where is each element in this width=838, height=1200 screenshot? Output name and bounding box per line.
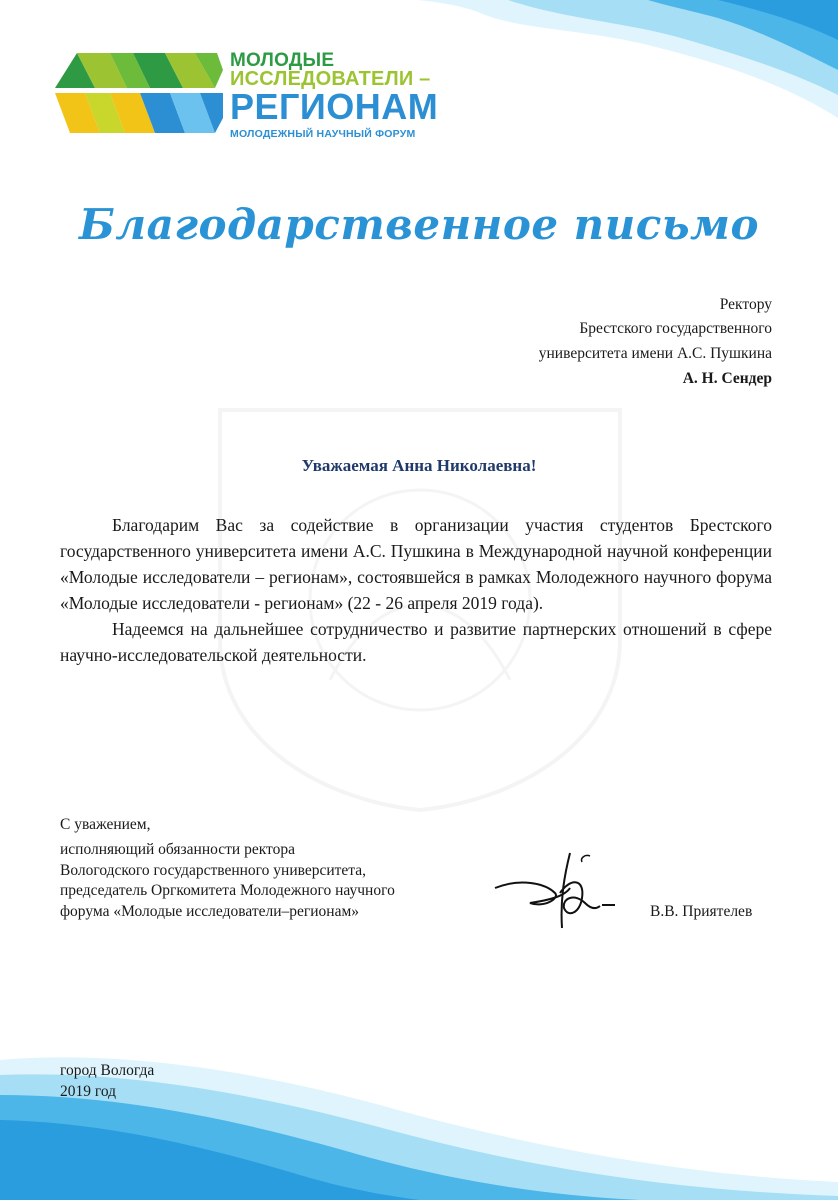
logo-text-line-1: МОЛОДЫЕ [230,50,335,71]
forum-logo [55,48,439,148]
document-title: Благодарственное письмо [79,200,759,249]
city: город Вологда [60,1062,155,1079]
signer-title-line-3: председатель Оргкомитета Молодежного научного [60,882,395,899]
body-paragraph-1: Благодарим Вас за содействие в организации участия студентов Брестского государственного университета имени А.С. Пушкина в Международной научной конференции «Молодые исследователи – регионам», состоявшейся в рамках Молодежного научного форума «Молодые исследователи - регионам» (22 - 26 апреля 2019 года). [60,515,772,613]
logo-text-line-3: РЕГИОНАМ [230,86,439,127]
signer-title-line-1: исполняющий обязанности ректора [60,841,295,858]
addressee-position: Ректору [719,296,772,313]
handwritten-signature [490,848,620,938]
logo-subtitle: МОЛОДЕЖНЫЙ НАУЧНЫЙ ФОРУМ [230,128,416,140]
addressee-name: А. Н. Сендер [682,370,772,387]
regards-line: С уважением, [60,816,151,833]
salutation: Уважаемая Анна Николаевна! [301,456,537,475]
letter-body [60,512,772,668]
signer-title-line-2: Вологодского государственного университета, [60,862,367,879]
forum-logo-mark [55,48,225,138]
signer-name: В.В. Приятелев [650,903,753,920]
logo-text-line-2: ИССЛЕДОВАТЕЛИ – [230,68,431,90]
addressee-organization-line-1: Брестского государственного [579,320,772,337]
addressee-organization-line-2: университета имени А.С. Пушкина [538,345,772,362]
body-paragraph-2: Надеемся на дальнейшее сотрудничество и развитие партнерских отношений в сфере научно-исследовательской деятельности. [60,619,772,665]
top-right-wave-decoration [418,0,838,120]
signer-title-line-4: форума «Молодые исследователи–регионам» [60,903,360,920]
year: 2019 год [60,1083,117,1100]
